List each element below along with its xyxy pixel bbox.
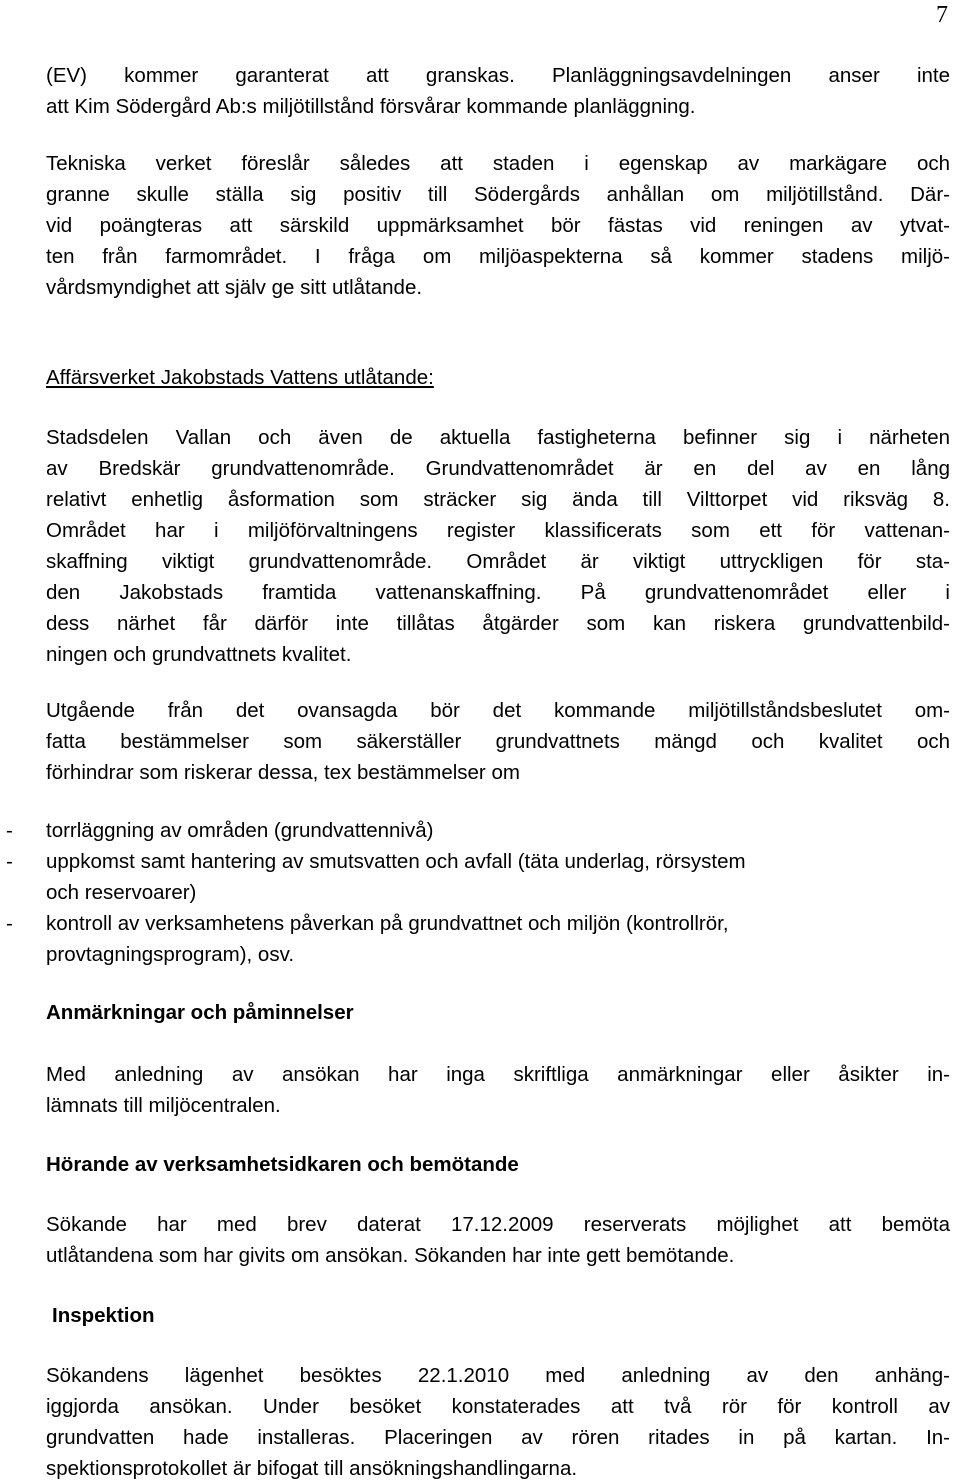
list-dash: - bbox=[6, 819, 13, 842]
text-line: iggjorda ansökan. Under besöket konstaterades att två rör för kontroll av bbox=[46, 1395, 950, 1418]
text-line: Med anledning av ansökan har inga skriftliga anmärkningar eller åsikter in- bbox=[46, 1063, 950, 1086]
text-line: utlåtandena som har givits om ansökan. Sökanden har inte gett bemötande. bbox=[46, 1244, 735, 1267]
text-line: skaffning viktigt grundvattenområde. Området är viktigt uttryckligen för sta- bbox=[46, 550, 950, 573]
section-heading-hearing: Hörande av verksamhetsidkaren och bemötande bbox=[46, 1153, 519, 1176]
list-item-text: kontroll av verksamhetens påverkan på grundvattnet och miljön (kontrollrör, bbox=[46, 912, 729, 935]
text-line: Utgående från det ovansagda bör det kommande miljötillståndsbeslutet om- bbox=[46, 699, 950, 722]
text-line: att Kim Södergård Ab:s miljötillstånd försvårar kommande planläggning. bbox=[46, 95, 696, 118]
section-heading-remarks: Anmärkningar och påminnelser bbox=[46, 1001, 354, 1024]
text-line: grundvatten hade installeras. Placeringen av rören ritades in på kartan. In- bbox=[46, 1426, 950, 1449]
text-line: vårdsmyndighet att själv ge sitt utlåtande. bbox=[46, 276, 423, 299]
list-dash: - bbox=[6, 912, 13, 935]
text-line: vid poängteras att särskild uppmärksamhet bör fästas vid reningen av ytvat- bbox=[46, 214, 950, 237]
list-item bbox=[0, 846, 955, 908]
text-line: Tekniska verket föreslår således att staden i egenskap av markägare och bbox=[46, 152, 950, 175]
text-line: Sökande har med brev daterat 17.12.2009 reserverats möjlighet att bemöta bbox=[46, 1213, 950, 1236]
list-item-text: provtagningsprogram), osv. bbox=[46, 943, 295, 966]
paragraph-inspection bbox=[46, 1360, 950, 1484]
list-item-text: och reservoarer) bbox=[46, 881, 197, 904]
text-line: ten från farmområdet. I fråga om miljöaspekterna så kommer stadens miljö- bbox=[46, 245, 950, 268]
list-dash: - bbox=[6, 850, 13, 873]
text-line: Sökandens lägenhet besöktes 22.1.2010 med anledning av den anhäng- bbox=[46, 1364, 950, 1387]
section-heading-water-statement: Affärsverket Jakobstads Vattens utlåtande: bbox=[46, 366, 434, 389]
paragraph-technical-works bbox=[46, 148, 950, 303]
list-item-text: uppkomst samt hantering av smutsvatten och avfall (täta underlag, rörsystem bbox=[46, 850, 746, 873]
text-line: granne skulle ställa sig positiv till Södergårds anhållan om miljötillstånd. Där- bbox=[46, 183, 950, 206]
text-line: spektionsprotokollet är bifogat till ansökningshandlingarna. bbox=[46, 1457, 578, 1480]
text-line: förhindrar som riskerar dessa, tex bestämmelser om bbox=[46, 761, 520, 784]
paragraph-hearing bbox=[46, 1209, 950, 1271]
text-line: Området har i miljöförvaltningens register klassificerats som ett för vattenan- bbox=[46, 519, 950, 542]
paragraph-planning bbox=[46, 60, 950, 122]
text-line: relativt enhetlig åsformation som sträcker sig ända till Vilttorpet vid riksväg 8. bbox=[46, 488, 950, 511]
text-line: (EV) kommer garanterat att granskas. Planläggningsavdelningen anser inte bbox=[46, 64, 950, 87]
paragraph-remarks bbox=[46, 1059, 950, 1121]
text-line: den Jakobstads framtida vattenanskaffning. På grundvattenområdet eller i bbox=[46, 581, 950, 604]
text-line: av Bredskär grundvattenområde. Grundvattenområdet är en del av en lång bbox=[46, 457, 950, 480]
paragraph-regulations-intro bbox=[46, 695, 950, 788]
section-heading-inspection: Inspektion bbox=[52, 1304, 155, 1327]
page-number: 7 bbox=[936, 2, 948, 28]
list-item-text: torrläggning av områden (grundvattennivå) bbox=[46, 819, 434, 842]
text-line: dess närhet får därför inte tillåtas åtgärder som kan riskera grundvattenbild- bbox=[46, 612, 950, 635]
text-line: ningen och grundvattnets kvalitet. bbox=[46, 643, 352, 666]
paragraph-groundwater bbox=[46, 422, 950, 670]
list-item bbox=[0, 815, 955, 846]
text-line: lämnats till miljöcentralen. bbox=[46, 1094, 281, 1117]
list-item bbox=[0, 908, 955, 970]
text-line: fatta bestämmelser som säkerställer grundvattnets mängd och kvalitet och bbox=[46, 730, 950, 753]
text-line: Stadsdelen Vallan och även de aktuella fastigheterna befinner sig i närheten bbox=[46, 426, 950, 449]
